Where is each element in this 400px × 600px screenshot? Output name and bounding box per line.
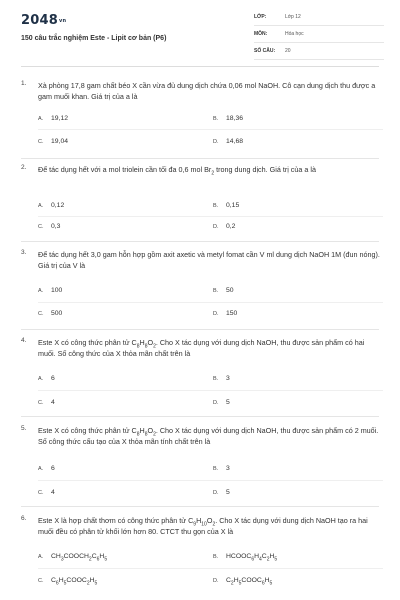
option-c[interactable]: C. $C_6H_5COOC_2H_5$ bbox=[38, 577, 98, 587]
option-c[interactable]: C. 0,3 bbox=[38, 223, 61, 230]
meta-label-subject: MÔN: bbox=[254, 31, 268, 37]
option-divider bbox=[38, 129, 383, 130]
question-separator bbox=[21, 329, 379, 330]
question-separator bbox=[21, 241, 379, 242]
option-divider bbox=[38, 216, 383, 217]
site-logo[interactable] bbox=[21, 13, 66, 28]
option-a[interactable]: A. $CH_3COOCH_2C_6H_5$ bbox=[38, 553, 108, 563]
meta-row-class bbox=[254, 11, 384, 26]
question-separator bbox=[21, 158, 379, 159]
option-b[interactable]: B. 3 bbox=[213, 465, 230, 472]
logo-text: 2048 bbox=[21, 13, 58, 28]
option-a[interactable]: A. 6 bbox=[38, 465, 55, 472]
meta-value-class: Lớp 12 bbox=[285, 14, 301, 20]
option-d[interactable]: D. 14,68 bbox=[213, 138, 244, 145]
option-d[interactable]: D. 5 bbox=[213, 489, 230, 496]
logo-suffix: vn bbox=[58, 17, 67, 24]
question-text: Để tác dụng hết 3,0 gam hỗn hợp gồm axit axetic và metyl fomat cần V ml dung dịch NaOH 1M (đun nóng). Giá trị của V là bbox=[38, 250, 380, 270]
option-a[interactable]: A. 100 bbox=[38, 287, 63, 294]
question-number: 1. bbox=[21, 80, 27, 87]
option-d[interactable]: D. 0,2 bbox=[213, 223, 236, 230]
meta-label-count: SỐ CÂU: bbox=[254, 48, 276, 54]
question-number: 4. bbox=[21, 337, 27, 344]
question-separator bbox=[21, 506, 379, 507]
page-header bbox=[0, 0, 400, 64]
option-d[interactable]: D. $C_2H_5COOC_6H_5$ bbox=[213, 577, 273, 587]
question-text: Este X là hợp chất thơm có công thức phân tử $C_9H_{10}O_2$. Cho X tác dụng với dung dịch NaOH tạo ra hai muối đều có phân tử khối lớn hơn 80. CTCT thu gọn của X là bbox=[38, 516, 368, 536]
question-number: 6. bbox=[21, 515, 27, 522]
option-b[interactable]: B. 50 bbox=[213, 287, 234, 294]
option-b[interactable]: B. $HCOOC_6H_4C_2H_5$ bbox=[213, 553, 278, 563]
option-d[interactable]: D. 5 bbox=[213, 399, 230, 406]
meta-value-subject: Hóa học bbox=[285, 31, 304, 37]
option-a[interactable]: A. 19,12 bbox=[38, 115, 69, 122]
option-b[interactable]: B. 3 bbox=[213, 375, 230, 382]
meta-value-count: 20 bbox=[285, 48, 291, 54]
question-text: Este X có công thức phân tử $C_8H_8O_2$. Cho X tác dụng với dung dịch NaOH, thu được sản phẩm có hai muối. Số công thức của X thỏa mãn chất trên là bbox=[38, 338, 365, 358]
meta-info bbox=[254, 11, 384, 62]
question-number: 2. bbox=[21, 164, 27, 171]
meta-row-count bbox=[254, 45, 384, 60]
page-title: 150 câu trắc nghiệm Este - Lipit cơ bản (P6) bbox=[21, 35, 167, 42]
header-divider bbox=[21, 66, 379, 67]
option-c[interactable]: C. 19,04 bbox=[38, 138, 69, 145]
meta-label-class: LỚP: bbox=[254, 14, 267, 20]
option-b[interactable]: B. 18,36 bbox=[213, 115, 244, 122]
option-c[interactable]: C. 4 bbox=[38, 489, 55, 496]
option-d[interactable]: D. 150 bbox=[213, 310, 238, 317]
option-b[interactable]: B. 0,15 bbox=[213, 202, 240, 209]
option-c[interactable]: C. 4 bbox=[38, 399, 55, 406]
option-a[interactable]: A. 0,12 bbox=[38, 202, 65, 209]
question-text: Để tác dụng hết với a mol triolein cần tối đa 0,6 mol $Br_2$ trong dung dịch. Giá trị của a là bbox=[38, 165, 316, 177]
meta-row-subject bbox=[254, 28, 384, 43]
question-text: Este X có công thức phân tử $C_8H_8O_2$. Cho X tác dụng với dung dịch NaOH, thu được sản phẩm có 2 muối. Số công thức cấu tạo của X thỏa mãn tính chất trên là bbox=[38, 426, 379, 446]
question-text: Xà phòng 17,8 gam chất béo X cần vừa đủ dung dịch chứa 0,06 mol NaOH. Cô cạn dung dịch thu được a gam muối khan. Giá trị của a là bbox=[38, 81, 376, 101]
option-divider bbox=[38, 480, 383, 481]
question-number: 5. bbox=[21, 425, 27, 432]
option-c[interactable]: C. 500 bbox=[38, 310, 63, 317]
option-a[interactable]: A. 6 bbox=[38, 375, 55, 382]
option-divider bbox=[38, 390, 383, 391]
question-separator bbox=[21, 416, 379, 417]
option-divider bbox=[38, 302, 383, 303]
option-divider bbox=[38, 568, 383, 569]
question-number: 3. bbox=[21, 249, 27, 256]
